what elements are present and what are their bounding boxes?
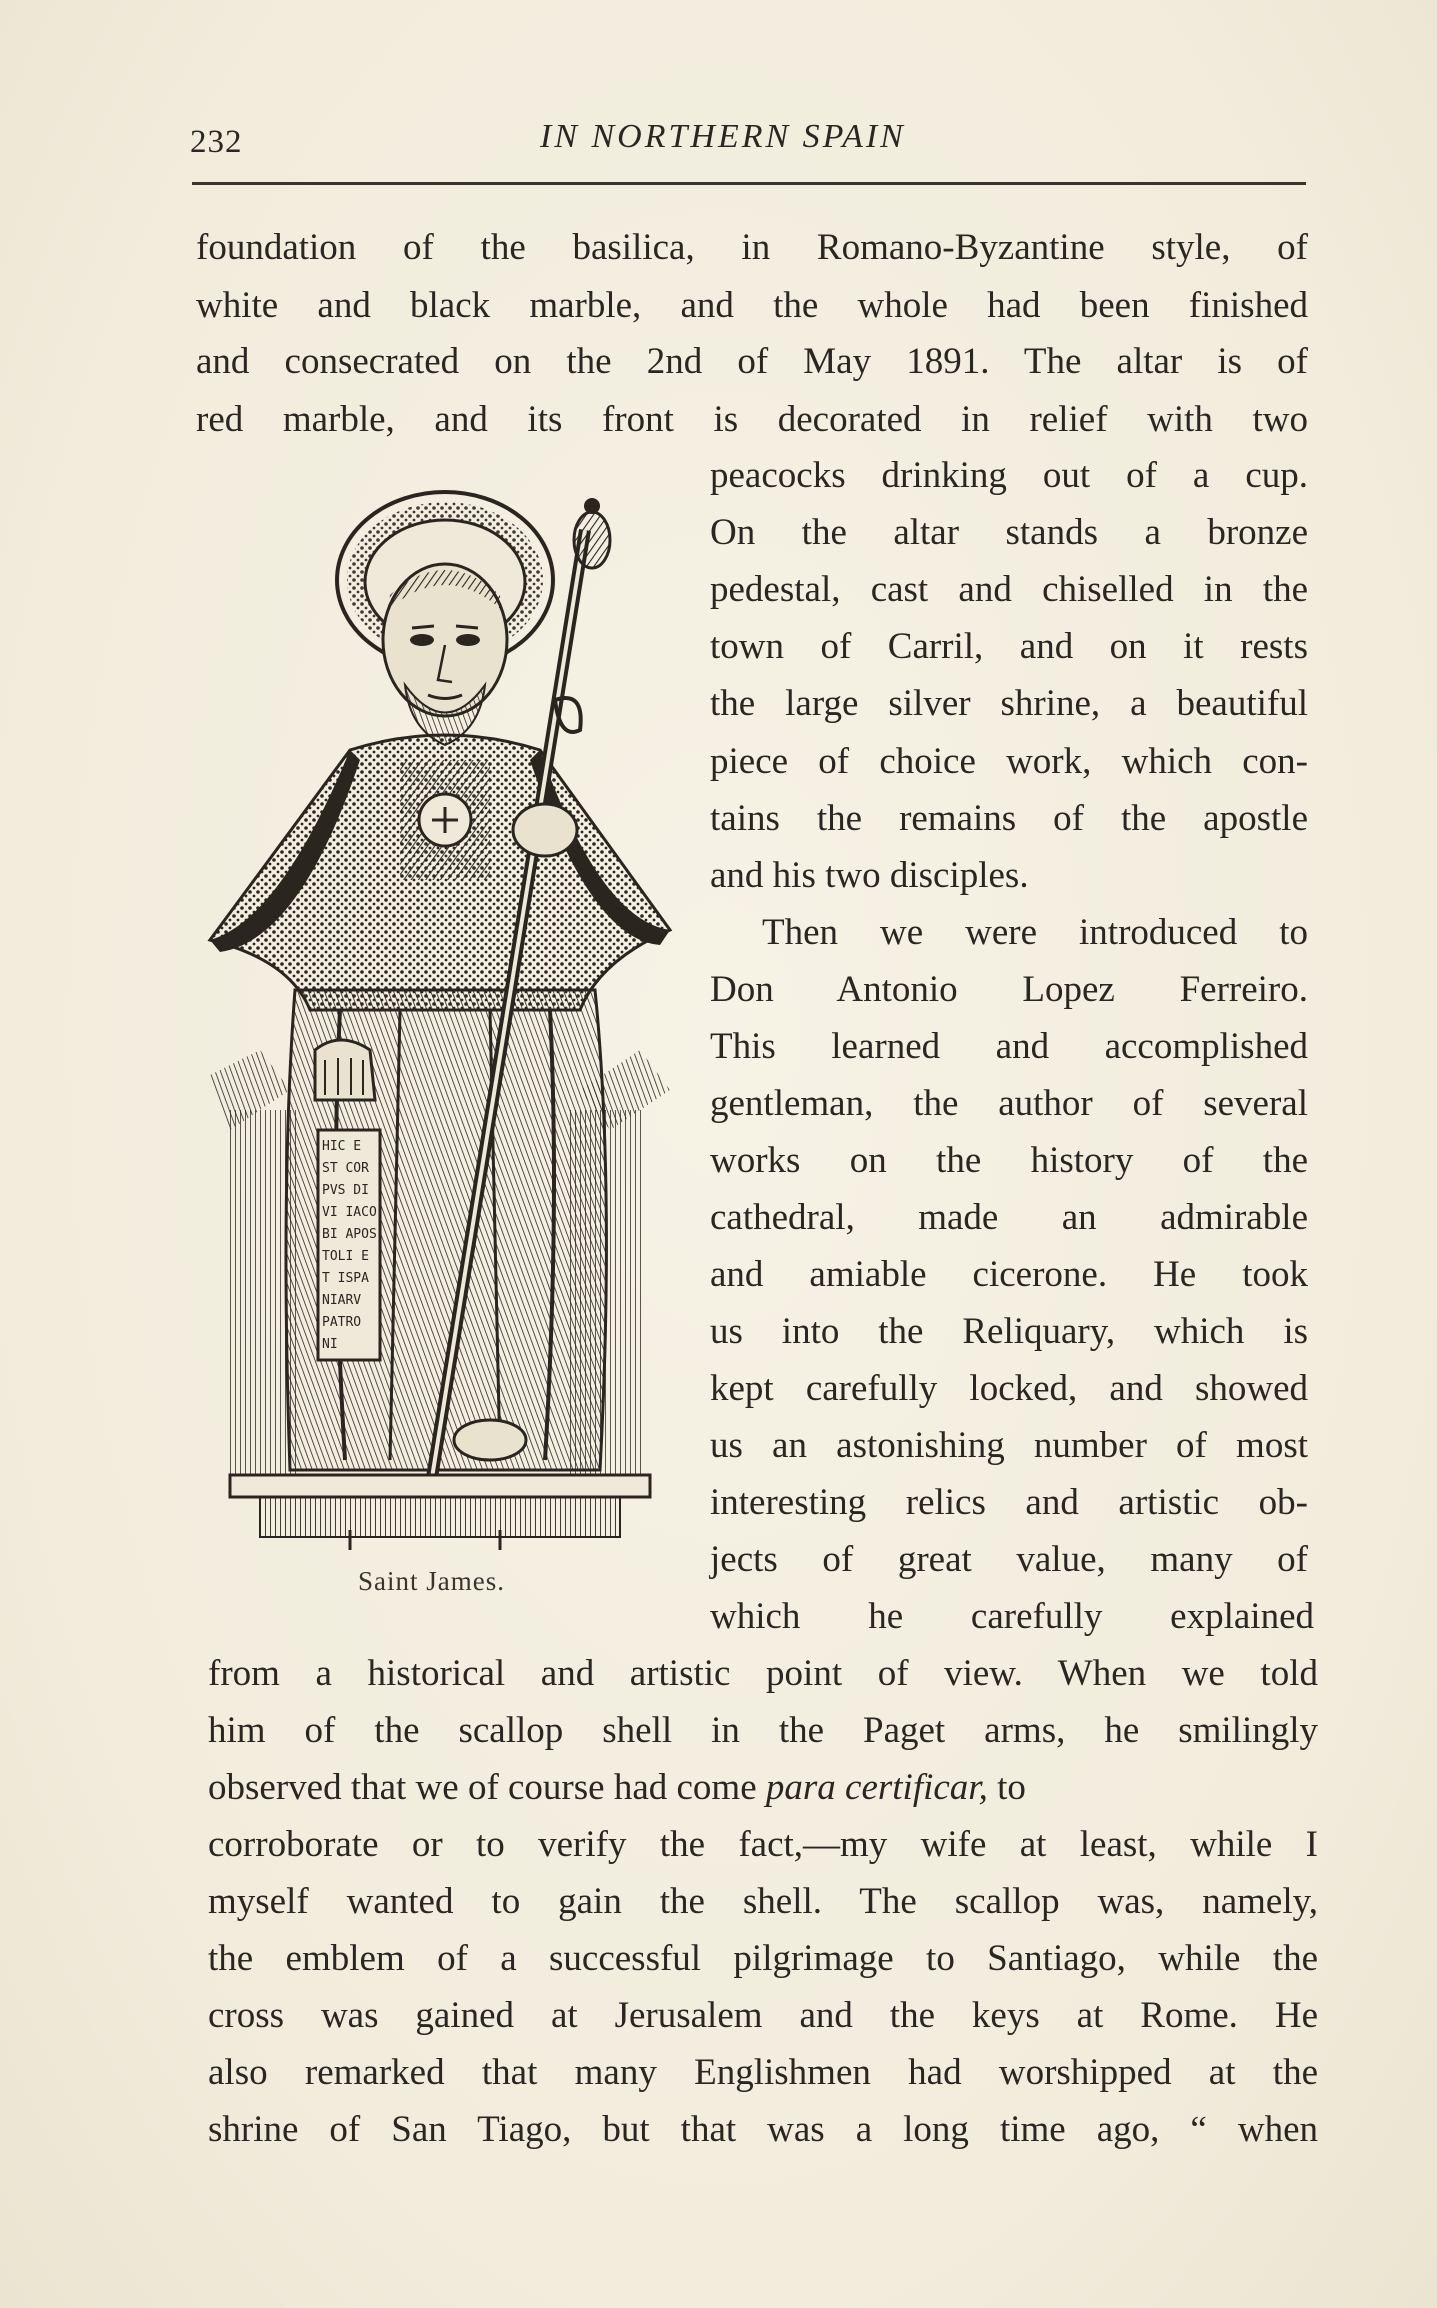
text-line: foundation of the basilica, in Romano-Byzantine style, of (196, 227, 1308, 268)
text-line: gentleman, the author of several (710, 1083, 1308, 1124)
engraving-illustration (200, 490, 680, 1560)
text-line: and his two disciples. (710, 855, 1029, 896)
text-line-with-italic (208, 1766, 1318, 1810)
inscription-line: PVS DI (322, 1183, 369, 1198)
running-title: IN NORTHERN SPAIN (540, 118, 906, 155)
inscription-line: HIC E (322, 1139, 362, 1154)
inscription-line: TOLI E (322, 1249, 369, 1264)
text-line: also remarked that many Englishmen had worshipped at the (208, 2052, 1318, 2093)
text-line: peacocks drinking out of a cup. (710, 455, 1308, 496)
text-line: pedestal, cast and chiselled in the (710, 569, 1308, 610)
figure-caption: Saint James. (358, 1566, 505, 1596)
text-line: the emblem of a successful pilgrimage to Santiago, while the (208, 1938, 1318, 1979)
text-line: works on the history of the (710, 1140, 1308, 1181)
italic-phrase: para certificar, (765, 1767, 988, 1808)
text-line: and consecrated on the 2nd of May 1891. The altar is of (196, 341, 1308, 382)
text-line: town of Carril, and on it rests (710, 626, 1308, 667)
page-number: 232 (190, 124, 243, 160)
text-line: jects of great value, many of (710, 1539, 1308, 1580)
text-line: myself wanted to gain the shell. The scallop was, namely, (208, 1881, 1318, 1922)
header-rule (192, 182, 1306, 185)
inscription-line: VI IACO (322, 1205, 377, 1220)
text-line: Then we were introduced to (762, 912, 1308, 953)
text-segment: to (997, 1767, 1026, 1808)
text-line: shrine of San Tiago, but that was a long time ago, “ when (208, 2109, 1318, 2150)
inscription-line: BI APOS (322, 1227, 377, 1242)
text-line: us an astonishing number of most (710, 1425, 1308, 1466)
text-line: him of the scallop shell in the Paget arms, he smilingly (208, 1710, 1318, 1751)
text-line: tains the remains of the apostle (710, 798, 1308, 839)
text-line: On the altar stands a bronze (710, 512, 1308, 553)
inscription-line: NIARV (322, 1293, 362, 1308)
inscription-line: PATRO (322, 1315, 362, 1330)
text-line: which he carefully explained (710, 1596, 1314, 1637)
text-line: from a historical and artistic point of view. When we told (208, 1653, 1318, 1694)
text-line: corroborate or to verify the fact,—my wife at least, while I (208, 1824, 1318, 1865)
text-line: us into the Reliquary, which is (710, 1311, 1308, 1352)
text-line: the large silver shrine, a beautiful (710, 683, 1308, 724)
text-line: interesting relics and artistic ob- (710, 1482, 1308, 1523)
text-line: red marble, and its front is decorated in relief with two (196, 399, 1308, 440)
text-line: cathedral, made an admirable (710, 1197, 1308, 1238)
text-line: Don Antonio Lopez Ferreiro. (710, 969, 1308, 1010)
saint-james-engraving (200, 490, 680, 1560)
text-segment: observed that we of course had come (208, 1767, 757, 1808)
text-line: kept carefully locked, and showed (710, 1368, 1308, 1409)
text-line: piece of choice work, which con- (710, 741, 1308, 782)
text-line: and amiable cicerone. He took (710, 1254, 1308, 1295)
text-line: This learned and accomplished (710, 1026, 1308, 1067)
inscription-line: T ISPA (322, 1271, 369, 1286)
text-line: cross was gained at Jerusalem and the keys at Rome. He (208, 1995, 1318, 2036)
text-line: white and black marble, and the whole had been finished (196, 285, 1308, 326)
inscription-line: ST COR (322, 1161, 369, 1176)
inscription-line: NI (322, 1337, 338, 1352)
